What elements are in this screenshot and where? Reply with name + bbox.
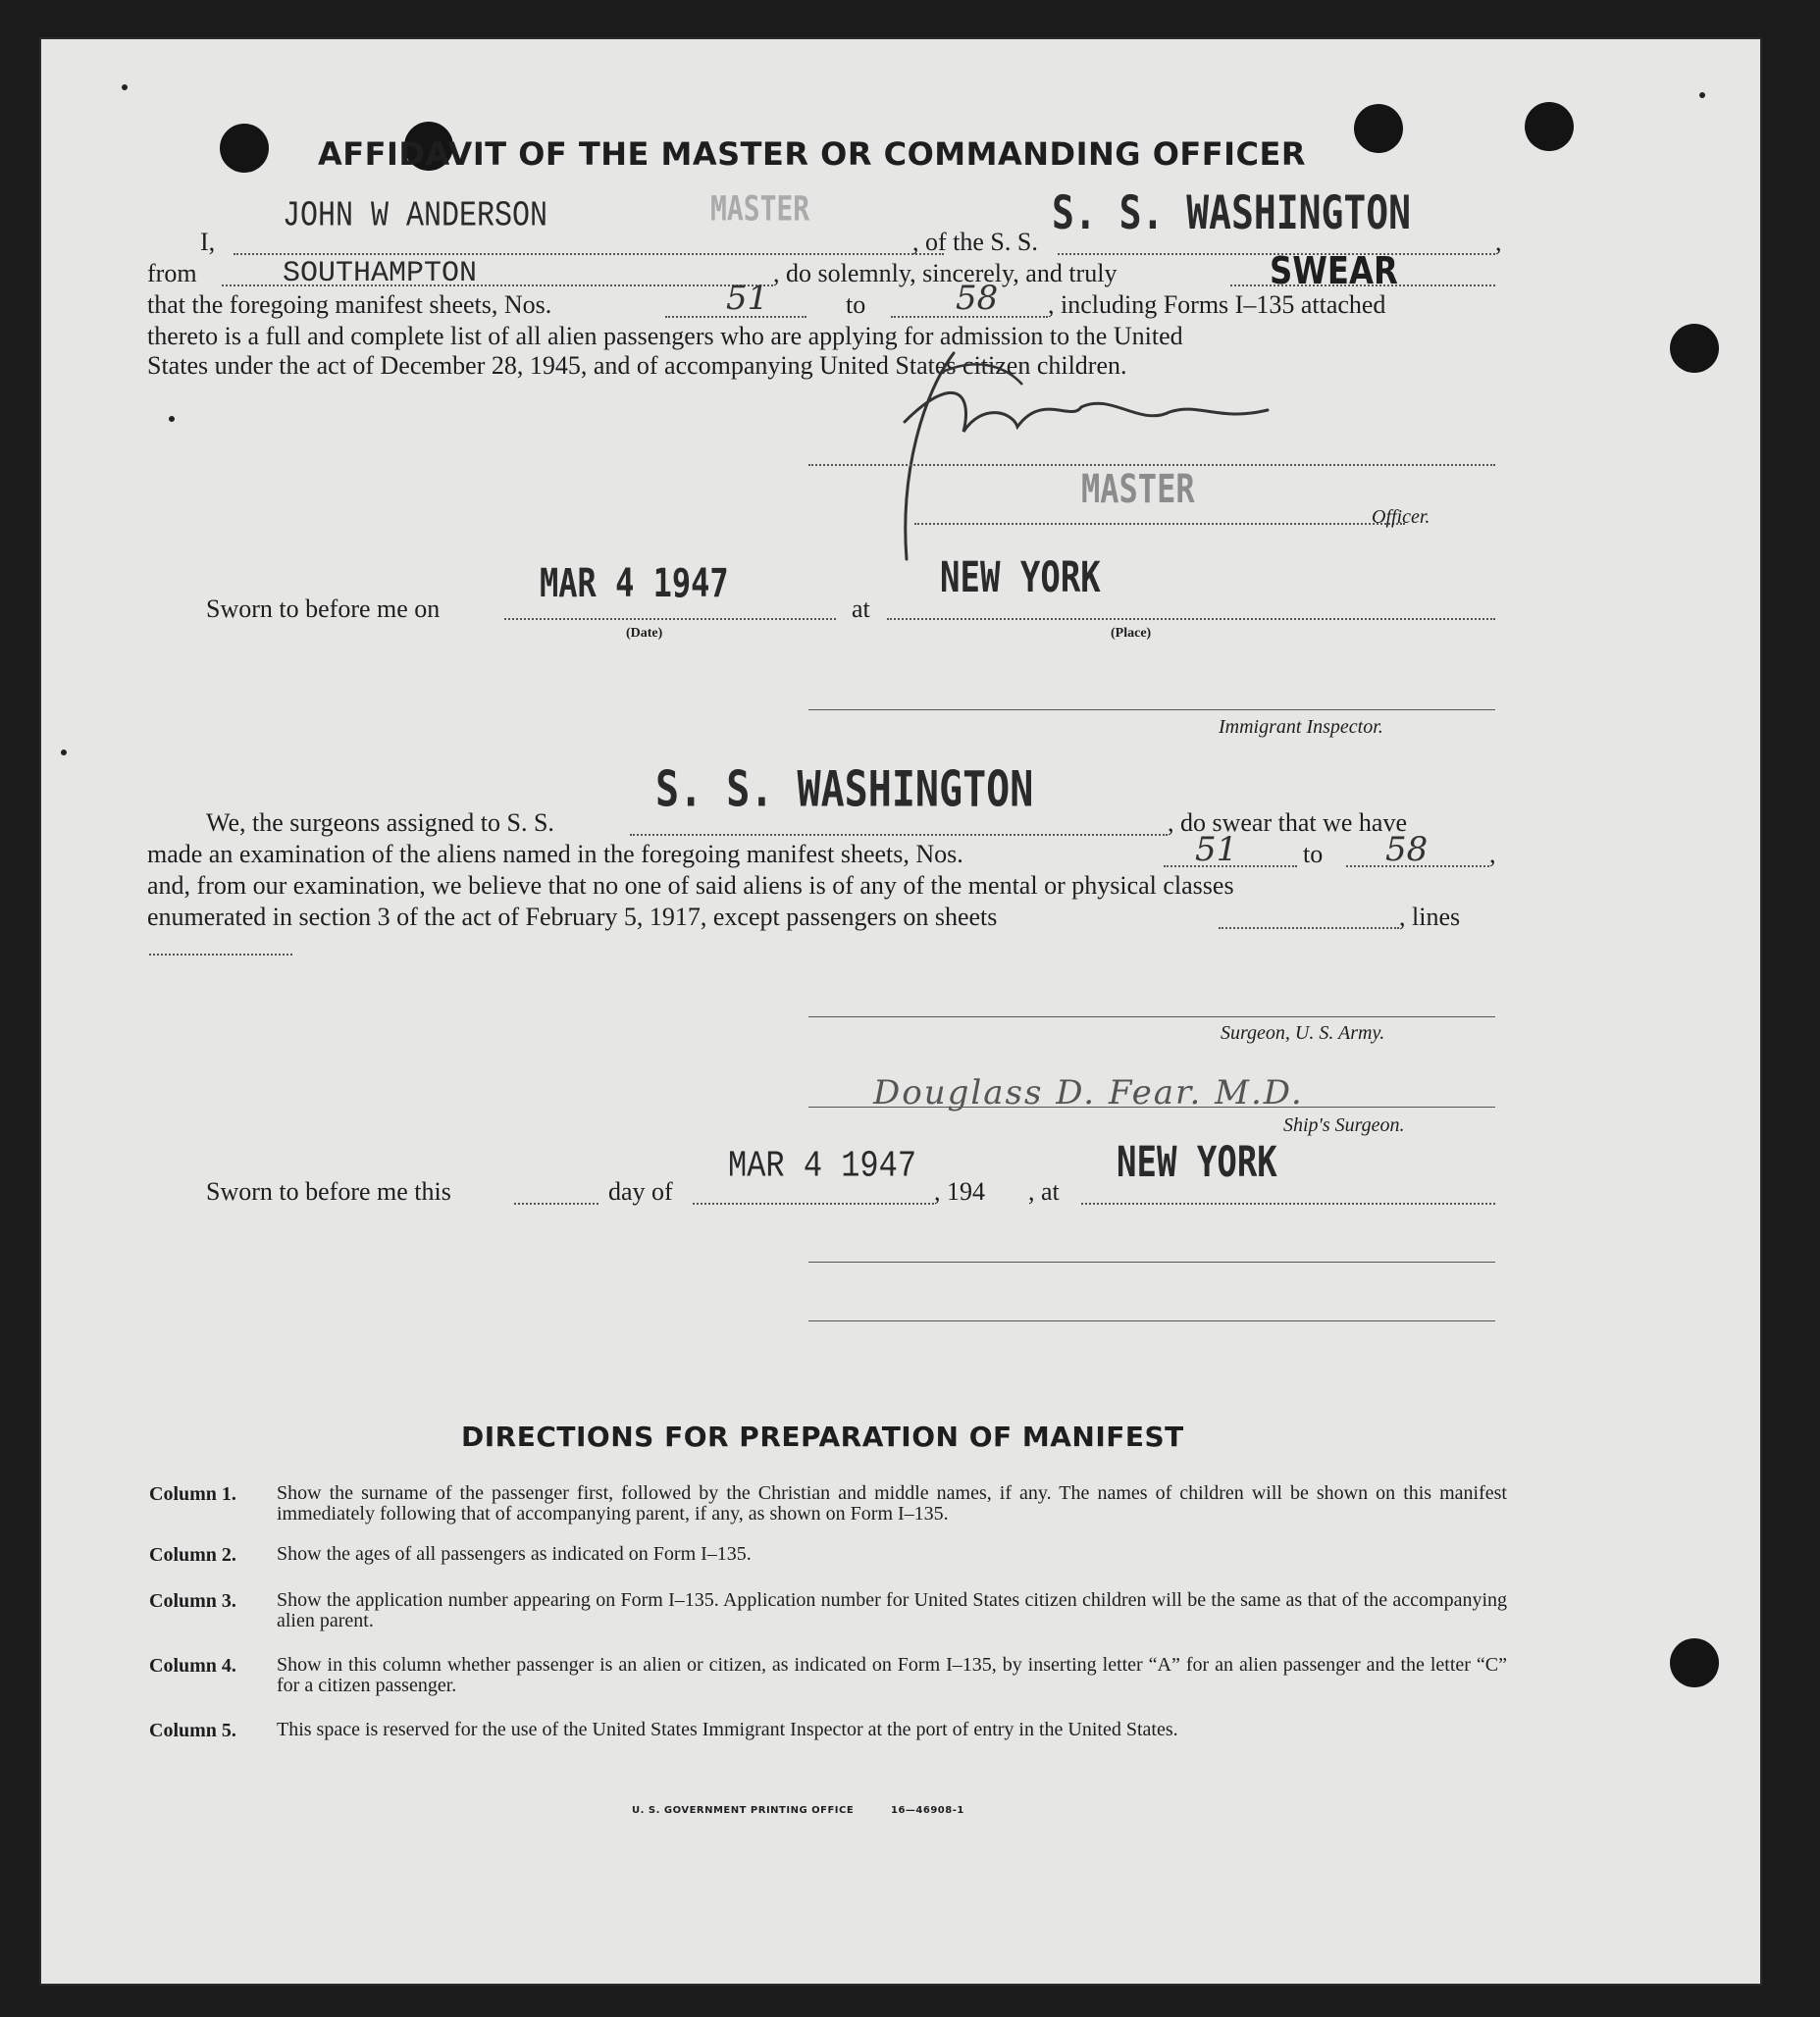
rank-stamp-faint: MASTER bbox=[710, 187, 810, 229]
day-of-label: day of bbox=[608, 1177, 673, 1206]
speck bbox=[1699, 92, 1705, 98]
comma: , bbox=[1495, 228, 1502, 256]
surgeons-line-3: and, from our examination, we believe that no one of said aliens is of any of the mental or physical classes bbox=[147, 871, 1234, 900]
sworn-date-field bbox=[504, 618, 836, 620]
comma: , bbox=[1489, 840, 1496, 868]
surgeons-to-label: to bbox=[1303, 840, 1324, 868]
direction-item bbox=[149, 1483, 1507, 1525]
ship-surgeon-signature-line bbox=[808, 1107, 1495, 1108]
surgeons-ship-field bbox=[630, 834, 1168, 836]
officer-rank-field bbox=[914, 523, 1405, 525]
master-signature bbox=[846, 334, 1356, 589]
surgeons-sheet-to-value: 58 bbox=[1385, 830, 1429, 869]
officer-rank-stamp: MASTER bbox=[1081, 465, 1195, 512]
sworn-day-field bbox=[514, 1203, 598, 1205]
surgeons-place-field bbox=[1081, 1203, 1495, 1205]
army-surgeon-signature-line bbox=[808, 1016, 1495, 1017]
manifest-sheets-label: that the foregoing manifest sheets, Nos. bbox=[147, 290, 552, 319]
punch-hole bbox=[1670, 1638, 1719, 1687]
ship-surgeon-signature: Douglass D. Fear. M.D. bbox=[873, 1073, 1304, 1112]
surgeons-sworn-label: Sworn to before me this bbox=[206, 1177, 451, 1206]
punch-hole bbox=[1525, 102, 1574, 151]
master-name-field bbox=[234, 253, 944, 255]
sworn-place-stamp: NEW YORK bbox=[940, 553, 1101, 602]
punch-hole bbox=[1670, 324, 1719, 373]
sworn-date-stamp: MAR 4 1947 bbox=[540, 559, 729, 606]
affidavit-line-4: thereto is a full and complete list of all alien passengers who are applying for admission to the United bbox=[147, 322, 1183, 350]
surgeons-line-4: enumerated in section 3 of the act of February 5, 1917, except passengers on sheets bbox=[147, 903, 998, 931]
inspector-caption: Immigrant Inspector. bbox=[1219, 716, 1383, 738]
surgeons-sworn-place-stamp: NEW YORK bbox=[1117, 1138, 1277, 1187]
affidavit-line-5: States under the act of December 28, 1945, and of accompanying United States citizen children. bbox=[147, 351, 1127, 380]
year-label: , 194 bbox=[934, 1177, 985, 1206]
surgeons-sheet-from-value: 51 bbox=[1195, 830, 1238, 869]
oath-word-stamp: SWEAR bbox=[1270, 249, 1398, 292]
surgeons-sworn-date-stamp: MAR 4 1947 bbox=[728, 1144, 917, 1188]
punch-hole bbox=[220, 124, 269, 173]
officer-caption: Officer. bbox=[1372, 506, 1430, 528]
sworn-month-field bbox=[693, 1203, 934, 1205]
direction-text: This space is reserved for the use of the United States Immigrant Inspector at the port of entry in the United States. bbox=[277, 1719, 1178, 1740]
direction-label: Column 2. bbox=[149, 1544, 236, 1566]
from-label: from bbox=[147, 259, 197, 287]
direction-item bbox=[149, 1544, 1507, 1567]
directions-list bbox=[149, 1483, 1507, 1742]
inspector-line-2 bbox=[808, 1320, 1495, 1321]
direction-item bbox=[149, 1720, 1507, 1742]
direction-label: Column 4. bbox=[149, 1655, 236, 1677]
direction-text: Show in this column whether passenger is an alien or citizen, as indicated on Form I–135, by inserting letter “A” for an alien passenger and the letter “C” for a citizen passenger. bbox=[277, 1654, 1507, 1696]
ship-surgeon-caption: Ship's Surgeon. bbox=[1283, 1114, 1405, 1136]
sheet-from-value: 51 bbox=[726, 279, 769, 318]
direction-label: Column 3. bbox=[149, 1590, 236, 1612]
direction-label: Column 1. bbox=[149, 1483, 236, 1505]
sworn-label: Sworn to before me on bbox=[206, 595, 441, 623]
to-label: to bbox=[846, 290, 866, 319]
from-port-value: SOUTHAMPTON bbox=[283, 257, 478, 290]
surgeons-we-label: We, the surgeons assigned to S. S. bbox=[206, 808, 554, 837]
direction-text: Show the surname of the passenger first, followed by the Christian and middle names, if any. The names of children will be shown on this manifest immediately following that of accompanying parent, if any, as shown on Form I–135. bbox=[277, 1482, 1507, 1525]
surgeons-ship-stamp: S. S. WASHINGTON bbox=[655, 761, 1034, 818]
date-caption: (Date) bbox=[626, 626, 663, 641]
ship-name-stamp: S. S. WASHINGTON bbox=[1052, 185, 1412, 239]
place-caption: (Place) bbox=[1111, 626, 1152, 641]
inspector-line-1 bbox=[808, 1262, 1495, 1263]
except-lines-field bbox=[149, 954, 292, 956]
form-number: 16—46908-1 bbox=[891, 1805, 964, 1816]
speck bbox=[61, 750, 67, 755]
except-sheets-field bbox=[1219, 927, 1399, 929]
speck bbox=[169, 416, 175, 422]
speck bbox=[122, 84, 128, 90]
direction-text: Show the ages of all passengers as indicated on Form I–135. bbox=[277, 1543, 752, 1565]
printer-imprint: U. S. GOVERNMENT PRINTING OFFICE bbox=[632, 1805, 855, 1816]
directions-title: DIRECTIONS FOR PREPARATION OF MANIFEST bbox=[461, 1421, 1184, 1453]
master-name-value: JOHN W ANDERSON bbox=[283, 196, 548, 237]
solemnly-text: , do solemnly, sincerely, and truly bbox=[773, 259, 1118, 287]
of-ship-label: , of the S. S. bbox=[912, 228, 1038, 256]
i-label: I, bbox=[200, 228, 216, 256]
direction-item bbox=[149, 1655, 1507, 1696]
manifest-affidavit-page bbox=[41, 39, 1760, 1984]
lines-label: , lines bbox=[1399, 903, 1461, 931]
army-surgeon-caption: Surgeon, U. S. Army. bbox=[1221, 1022, 1385, 1044]
surgeons-swear-text: , do swear that we have bbox=[1168, 808, 1408, 837]
inspector-signature-line bbox=[808, 709, 1495, 710]
punch-hole bbox=[1354, 104, 1403, 153]
sworn-place-field bbox=[887, 618, 1495, 620]
sheet-to-value: 58 bbox=[956, 279, 999, 318]
surgeons-at-label: , at bbox=[1028, 1177, 1060, 1206]
direction-text: Show the application number appearing on Form I–135. Application number for United States citizen children will be the same as that of the accompanying alien parent. bbox=[277, 1589, 1507, 1631]
affidavit-title: AFFIDAVIT OF THE MASTER OR COMMANDING OFFICER bbox=[318, 135, 1306, 173]
direction-item bbox=[149, 1590, 1507, 1631]
at-label: at bbox=[852, 595, 870, 623]
surgeons-line-2: made an examination of the aliens named in the foregoing manifest sheets, Nos. bbox=[147, 840, 963, 868]
forms-text: , including Forms I–135 attached bbox=[1048, 290, 1386, 319]
direction-label: Column 5. bbox=[149, 1720, 236, 1741]
